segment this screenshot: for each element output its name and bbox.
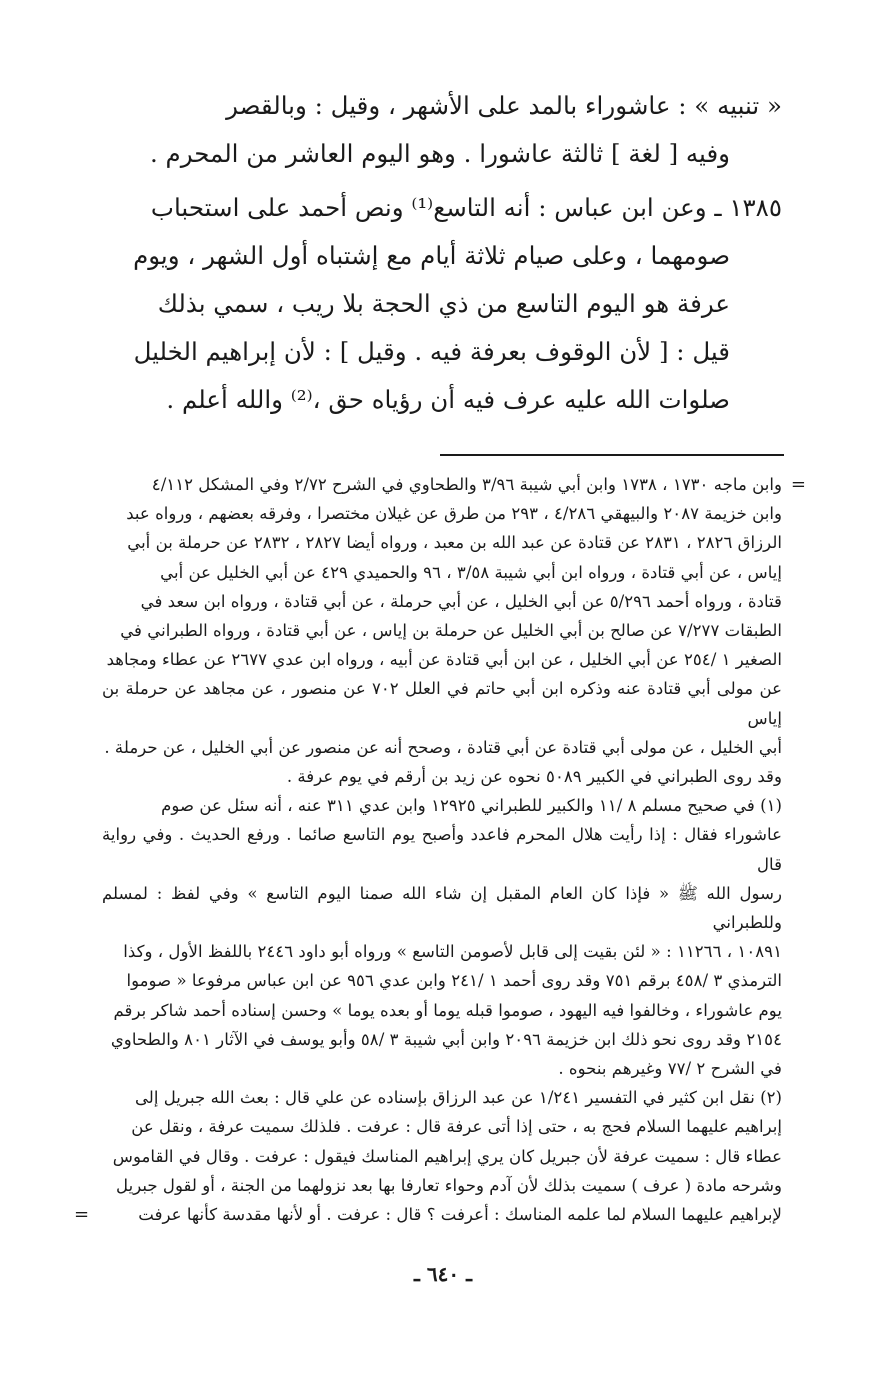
footnote-line: وابن ماجه ١٧٣٠ ، ١٧٣٨ وابن أبي شيبة ٣/٩٦ والطحاوي في الشرح ٢/٧٢ وفي المشكل ٤/١١٢	[151, 475, 782, 494]
footnote-line: وشرحه مادة ( عرف ) سميت بذلك لأن آدم وحواء تعارفا بها بعد نزولهما من الجنة ، أو لقول جبريل	[116, 1175, 782, 1195]
footnote-line: أبي الخليل ، عن مولى أبي قتادة عن أبي قتادة ، وصحح أنه عن منصور عن أبي الخليل ، عن حرملة .	[104, 737, 782, 757]
footnote-line: رسول الله ﷺ « فإذا كان العام المقبل إن شاء الله صمنا اليوم التاسع » وفي لفظ : لمسلم وللطبراني	[102, 883, 782, 933]
footnote-line: الترمذي ٣ /٤٥٨ برقم ٧٥١ وقد روى أحمد ١ /٢٤١ وابن عدي ٩٥٦ عن ابن عباس مرفوعا « صوموا	[126, 971, 782, 991]
note-paragraph	[102, 82, 782, 178]
footnote-line: قتادة ، ورواه أحمد ٥/٢٩٦ عن أبي الخليل ، عن أبي حرملة ، عن أبي قتادة ، ورواه ابن سعد في	[140, 591, 782, 611]
footnote-2	[74, 1083, 782, 1229]
footnote-line: يوم عاشوراء ، وخالفوا فيه اليهود ، صوموا قبله يوما أو بعده يوما » وحسن إسناده أحمد شاكر برقم	[113, 1000, 782, 1020]
footnote-line: الصغير ١ /٢٥٤ عن أبي الخليل ، عن ابن أبي قتادة عن أبيه ، ورواه ابن عدي ٢٦٧٧ عن عطاء ومجاهد	[106, 650, 782, 670]
footnote-line: وقد روى الطبراني في الكبير ٥٠٨٩ نحوه عن زيد بن أرقم في يوم عرفة .	[286, 767, 782, 787]
footnote-line: إياس ، عن أبي قتادة ، ورواه ابن أبي شيبة ٣/٥٨ ، ٩٦ والحميدي ٤٢٩ عن أبي الخليل عن أبي	[160, 562, 782, 582]
continues-mark: =	[74, 1204, 90, 1226]
footnote-line: عطاء قال : سميت عرفة لأن جبريل كان يري إبراهيم المناسك فيقول : عرفت . وقال في القاموس	[112, 1146, 782, 1166]
footnote-line: وابن خزيمة ٢٠٨٧ والبيهقي ٤/٢٨٦ ، ٢٩٣ من طرق عن غيلان مختصرا ، وفرقه بعضهم ، ورواه عبد	[126, 504, 782, 524]
footnote-line: (٢) نقل ابن كثير في التفسير ١/٢٤١ عن عبد الرزاق بإسناده عن علي قال : بعث الله جبريل إلى	[134, 1088, 782, 1108]
hadith-line-4: قيل : [ لأن الوقوف بعرفة فيه . وقيل ] : لأن إبراهيم الخليل	[133, 337, 730, 366]
footnote-line: (١) في صحيح مسلم ٨ /١١ والكبير للطبراني ١٢٩٢٥ وابن عدي ٣١١ عنه ، أنه سئل عن صوم	[161, 796, 782, 816]
note-line-1: « تنبيه » : عاشوراء بالمد على الأشهر ، وقيل : وبالقصر	[226, 91, 782, 120]
hadith-line-3: عرفة هو اليوم التاسع من ذي الحجة بلا ريب ، سمي بذلك	[157, 289, 730, 318]
footnotes	[74, 470, 806, 1229]
main-text	[102, 82, 782, 424]
footnote-separator	[440, 454, 784, 456]
hadith-line-2: صومهما ، وعلى صيام ثلاثة أيام مع إشتباه أول الشهر ، ويوم	[133, 241, 730, 270]
footnote-1	[102, 791, 782, 1083]
footnote-line: عن مولى أبي قتادة عنه وذكره ابن أبي حاتم في العلل ٧٠٢ عن منصور ، عن مجاهد عن حرملة بن إياس	[102, 679, 782, 728]
footnote-line: ٢١٥٤ وقد روى نحو ذلك ابن خزيمة ٢٠٩٦ وابن أبي شيبة ٣ /٥٨ وأبو يوسف في الآثار ٨٠١ والطحاوي	[110, 1029, 782, 1049]
hadith-line-5: صلوات الله عليه عرف فيه أن رؤياه حق ،⁽²⁾ والله أعلم .	[166, 385, 730, 414]
footnote-line: في الشرح ٢ /٧٧ وغيرهم بنحوه .	[558, 1059, 782, 1079]
hadith-line-1: ١٣٨٥ ـ وعن ابن عباس : أنه التاسع⁽¹⁾ ونص أحمد على استحباب	[150, 193, 782, 222]
footnote-line: ١٠٨٩١ ، ١١٢٦٦ : « لئن بقيت إلى قابل لأصومن التاسع » ورواه أبو داود ٢٤٤٦ باللفظ الأول ، وكذا	[123, 942, 782, 962]
note-line-2: وفيه [ لغة ] ثالثة عاشورا . وهو اليوم العاشر من المحرم .	[149, 139, 730, 168]
footnote-line: عاشوراء فقال : إذا رأيت هلال المحرم فاعدد وأصبح يوم التاسع صائما . ورفع الحديث . وفي رواية قال	[102, 825, 782, 874]
page-number: ـ ٦٤٠ ـ	[414, 1262, 472, 1286]
hadith-paragraph	[102, 184, 782, 424]
footnote-continuation	[102, 470, 806, 791]
footnote-line: الرزاق ٢٨٢٦ ، ٢٨٣١ عن قتادة عن عبد الله بن معبد ، ورواه أيضا ٢٨٢٧ ، ٢٨٣٢ عن حرملة بن أبي	[127, 533, 782, 553]
footnote-line: الطبقات ٧/٢٧٧ عن صالح بن أبي الخليل عن حرملة بن إياس ، عن أبي قتادة ، ورواه الطبراني في	[120, 621, 782, 641]
continuation-mark: =	[790, 474, 806, 495]
footnote-line: لإبراهيم عليهما السلام لما علمه المناسك : أعرفت ؟ قال : عرفت . أو لأنها مقدسة كأنها عرفت	[138, 1205, 782, 1225]
footnote-line: إبراهيم عليهما السلام فحج به ، حتى إذا أتى عرفة قال : عرفت . فلذلك سميت عرفة ، ونقل عن	[131, 1117, 782, 1137]
